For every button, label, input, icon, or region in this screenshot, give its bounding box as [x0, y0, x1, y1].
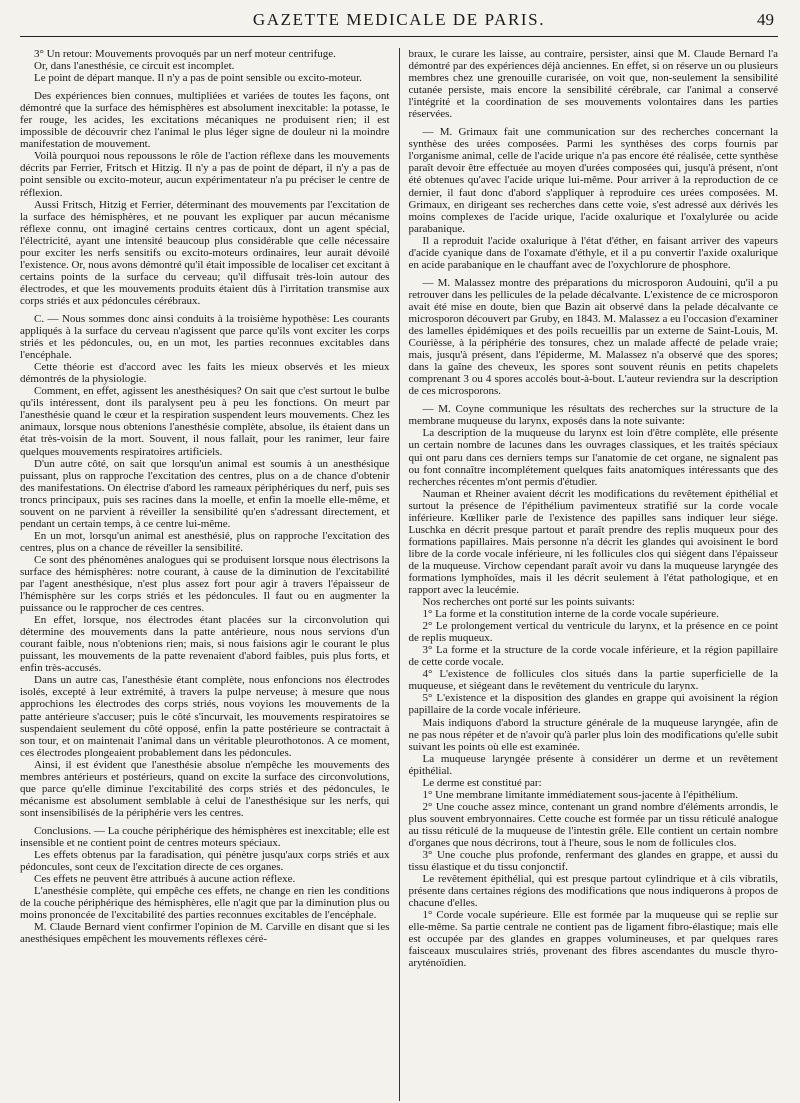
- paragraph: En un mot, lorsqu'un animal est anesthésié, plus on rapproche l'excitation des centres, plus on a chance de réveiller la sensibilité.: [20, 529, 390, 554]
- paragraph: — M. Grimaux fait une communication sur des recherches concernant la synthèse des urées composées. Parmi les synthèses des corps fournis par l'organisme animal, celle de l'acide urique n'a pas encore été réalisée, cette synthèse paraît devoir être effectuée au moyen d'urées composées qui, jusqu'à présent, n'ont été obtenues qu'avec l'acide urique lui-même. Pour arriver à la reproduction de ce dernier, il faut donc d'abord s'appliquer à reproduire ces urées composées. M. Grimaux, en dirigeant ses recherches dans cette voie, s'est adressé aux dérivés les moins complexes de l'acide urique, l'acide oxalurique et l'oxalylurée ou acide parabanique.: [408, 126, 778, 235]
- paragraph: 3° Un retour: Mouvements provoqués par un nerf moteur centrifuge.: [34, 48, 336, 60]
- paragraph: L'anesthésie complète, qui empêche ces effets, ne change en rien les conditions de la couche périphérique des hémisphères, elle n'agit que par la diminution plus ou moins prononcée de l'excitabilité des parties reconnues excitables de l'encéphale.: [20, 885, 390, 922]
- paragraph: C. — Nous sommes donc ainsi conduits à la troisième hypothèse: Les courants appliqués à la surface du cerveau n'agissent que parce qu'ils vont exciter les corps striés et les pédoncules, ou, en un mot, les parties reconnues excitables dans l'encéphale.: [20, 312, 390, 362]
- paragraph: 1° Une membrane limitante immédiatement sous-jacente à l'épithélium.: [422, 788, 739, 801]
- paragraph: Nauman et Rheiner avaient décrit les modifications du revêtement épithélial et surtout la présence de l'épithélium pavimenteux stratifié sur la corde vocale inférieure. Kœlliker parle de l'existence des papilles sans indiquer leur siége. Luschka en décrit presque partout et paraît prendre des replis muqueux pour des formations papillaires. Mais personne n'a décrit les glandes qui avoisinent le bord libre de la corde vocale inférieure, ni les follicules clos qui siégent dans l'épaisseur de la muqueuse. Virchow cependant paraît avoir vu dans la muqueuse laryngée des formations lymphoïdes, mais il les décrit seulement à l'état pathologique, et en rapport avec la leucémie.: [408, 487, 778, 597]
- paragraph: Le point de départ manque. Il n'y a pas de point sensible ou excito-moteur.: [34, 72, 362, 85]
- left-column: [20, 48, 399, 1101]
- paragraph: Comment, en effet, agissent les anesthésiques? On sait que c'est surtout le bulbe qu'ils intéressent, dont ils paralysent peu à peu les fonctions. On meurt par l'anesthésie quand le cœur et la respiration suspendent leurs mouvements. Chez les animaux, lorsque nous obtenions l'anesthésie complète, absolue, ils étaient dans un état très-voisin de la mort. Souvent, il nous fallait, pour les ranimer, leur faire quelques mouvements respiratoires artificiels.: [20, 385, 390, 458]
- paragraph: Il a reproduit l'acide oxalurique à l'état d'éther, en faisant arriver des vapeurs d'acide cyanique dans de l'oxamate d'éthyle, et il a pu convertir l'axide oxalurique en acide parabanique en le chauffant avec de l'oxychlorure de phosphore.: [408, 234, 778, 271]
- text-columns: [20, 48, 778, 1101]
- page-number: 49: [757, 10, 774, 29]
- page-header: [20, 0, 778, 37]
- right-column: [400, 48, 779, 1101]
- paragraph: 3° Une couche plus profonde, renfermant des glandes en grappe, et aussi du tissu élastique et du tissu conjonctif.: [408, 849, 778, 874]
- paragraph: Aussi Fritsch, Hitzig et Ferrier, déterminant des mouvements par l'excitation de la surface des hémisphères, et ne pouvant les expliquer par aucun mécanisme réflexe connu, ont imaginé certains centres corticaux, dont un agent spécial, l'électricité, ayant une intensité beaucoup plus considérable que celle nécessaire pour exciter les nerfs sensitifs ou excito-moteurs ordinaires, leur aurait dévoilé l'existence. Or, nous avons démontré qu'il était impossible de localiser cet excitant à certains points de la surface du cerveau; qu'il diffusait très-loin autour des électrodes, et que les mouvements produits étaient dûs à l'irritation transmise aux corps striés et aux pédoncules cérébraux.: [20, 198, 390, 307]
- paragraph: Les effets obtenus par la faradisation, qui pénètre jusqu'aux corps striés et aux pédoncules, sont ceux de l'excitation directe de ces organes.: [20, 849, 390, 874]
- paragraph: Ces effets ne peuvent être attribués à aucune action réflexe.: [34, 873, 296, 886]
- paragraph: 2° Une couche assez mince, contenant un grand nombre d'éléments arrondis, le plus souvent embryonnaires. Cette couche est formée par un tissu réticulé analogue au tissu réticulé de la muqueuse de l'intestin grêle. Elle contient un certain nombre d'organes que nous décrirons, tout à l'heure, sous le nom de follicules clos.: [408, 800, 778, 849]
- paragraph: 2° Le prolongement vertical du ventricule du larynx, et la présence en ce point de replis muqueux.: [408, 620, 778, 645]
- paragraph: Dans un autre cas, l'anesthésie étant complète, nous enfoncions nos électrodes isolés, excepté à leur extrémité, à travers la pulpe nerveuse; à mesure que nous approchions les électrodes des corps striés, nous voyions les mouvements de la patte antérieure s'accuser; puis le côté s'incurvait, les mouvements respiratoires se suspendaient seulement du côté opposé, enfin la patte postérieure se contractait à son tour, et on maintenait l'animal dans un véritable pleurothotonos. A ce moment, ces électrodes plongeaient probablement dans les pédoncules.: [20, 674, 390, 759]
- paragraph: 4° L'existence de follicules clos situés dans la partie superficielle de la muqueuse, et siégeant dans le revêtement du ventricule du larynx.: [408, 668, 778, 693]
- paragraph: braux, le curare les laisse, au contraire, persister, ainsi que M. Claude Bernard l'a démontré par des expériences déjà anciennes. En effet, si on réserve un ou plusieurs membres chez une grenouille curarisée, on voit que, non-seulement la sensibilité cutanée persiste, mais encore la sensibilité cérébrale, car l'animal a conservé l'intégrité et la coordination de ses mouvements volontaires dans les parties réservées.: [408, 48, 778, 121]
- paragraph: Ce sont des phénomènes analogues qui se produisent lorsque nous électrisons la surface des hémisphères: notre courant, à cause de la diminution de l'excitabilité par l'agent anesthésique, n'est plus assez fort pour agir à travers l'épaisseur de l'hémisphère sur les corps striés et les pédoncules. Il faut ou en augmenter la puissance ou le rapprocher de ces centres.: [20, 553, 390, 615]
- paragraph: La description de la muqueuse du larynx est loin d'être complète, elle présente un certain nombre de lacunes dans les ouvrages classiques, et les traités spéciaux qui ont paru dans ces derniers temps sur l'anatomie de cet organe, ne signalent pas ou font connaître incomplétement quelques faits anatomiques intéressants que des recherches récentes m'ont permis d'étudier.: [408, 427, 778, 488]
- paragraph: En effet, lorsque, nos électrodes étant placées sur la circonvolution qui détermine des mouvements dans la patte antérieure, nous nous servions d'un courant faible, nous n'obtenions rien; mais, si nous faisions agir le courant le plus puissant, les mouvements de la patte revenaient d'abord faibles, puis plus forts, et enfin très-accusés.: [20, 614, 390, 675]
- paragraph: 5° L'existence et la disposition des glandes en grappe qui avoisinent la région papillaire de la corde vocale inférieure.: [408, 692, 778, 717]
- paragraph: 1° La forme et la constitution interne de la corde vocale supérieure.: [422, 608, 719, 621]
- paragraph: Des expériences bien connues, multipliées et variées de toutes les façons, ont démontré que la surface des hémisphères est absolument inexcitable: la potasse, le fer rouge, les acides, les excitations mécaniques ne produisent rien; il est impossible de découvrir chez l'animal le plus léger signe de douleur ni la moindre manifestation de mouvement.: [20, 90, 390, 151]
- paragraph: Le revêtement épithélial, qui est presque partout cylindrique et à cils vibratils, présente dans certaines régions des modifications que nous indiquerons à propos de chacune d'elles.: [408, 873, 778, 910]
- paragraph: Mais indiquons d'abord la structure générale de la muqueuse laryngée, afin de ne pas nous répéter et de n'avoir qu'à parler plus loin des modifications qu'elle subit suivant les points où elle est examinée.: [408, 716, 778, 753]
- paragraph: 3° La forme et la structure de la corde vocale inférieure, et la région papillaire de cette corde vocale.: [408, 644, 778, 669]
- paragraph: Nos recherches ont porté sur les points suivants:: [422, 596, 635, 609]
- paragraph: Voilà pourquoi nous repoussons le rôle de l'action réflexe dans les mouvements décrits par Ferrier, Fritsch et Hitzig. Il n'y a pas de point de départ, il n'y a pas de point sensible ou excito-moteur, aucun expérimentateur n'a pu préciser le centre de réflexion.: [20, 150, 390, 199]
- paragraph: D'un autre côté, on sait que lorsqu'un animal est soumis à un anesthésique puissant, plus on rapproche l'excitation des centres, plus on a de chance d'obtenir des manifestations. On électrise d'abord les rameaux périphériques du nerf, puis ses troncs principaux, puis ses racines dans la moelle, et enfin la moelle elle-même, et souvent on ne parvient à réveiller la sensibilité qu'en s'adressant directement, et pendant un certain temps, à ce centre lui-même.: [20, 457, 390, 530]
- paragraph: Le derme est constitué par:: [422, 776, 542, 789]
- paragraph: Conclusions. — La couche périphérique des hémisphères est inexcitable; elle est insensible et ne contient point de centres moteurs spéciaux.: [20, 824, 390, 849]
- paragraph: M. Claude Bernard vient confirmer l'opinion de M. Carville en disant que si les anesthésiques empêchent les mouvements réflexes céré-: [20, 921, 390, 946]
- journal-title: GAZETTE MEDICALE DE PARIS.: [252, 10, 546, 29]
- paragraph: — M. Coyne communique les résultats des recherches sur la structure de la membrane muqueuse du larynx, exposés dans la note suivante:: [408, 403, 778, 428]
- paragraph: Cette théorie est d'accord avec les faits les mieux observés et les mieux démontrés de la physiologie.: [20, 361, 390, 386]
- paragraph: — M. Malassez montre des préparations du microsporon Audouini, qu'il a pu retrouver dans les pellicules de la pelade décalvante. L'existence de ce microsporon avait été mise en doute, bien que Bazin ait observé dans la pelade décalvante ce microsporon découvert par Gruby, en 1843. M. Malassez a eu l'occasion d'examiner des lamelles épidémiques et des poils recueillis par un externe de Saint-Louis, M. Courièsse, à la périphérie des tonsures, chez un malade affecté de pelade vraie; mais, jusqu'à présent, dans l'épiderme, M. Malassez n'a observé que des spores; dans la gaîne des cheveux, les spores sont souvent réunis en petits chapelets comprenant 3 ou 4 spores accolés bout-à-bout. L'auteur reviendra sur la description de ces microsporons.: [408, 276, 778, 398]
- paragraph: La muqueuse laryngée présente à considérer un derme et un revêtement épithélial.: [408, 752, 778, 777]
- paragraph: Ainsi, il est évident que l'anesthésie absolue n'empêche les mouvements des membres antérieurs et postérieurs, quand on excite la surface des circonvolutions, que parce qu'elle diminue l'excitabilité des corps striés et des pédoncules, le mécanisme est absolument semblable à celui de l'anesthésique sur les nerfs, qui sont insensibilisés de la périphérie vers les centres.: [20, 758, 390, 819]
- paragraph: 1° Corde vocale supérieure. Elle est formée par la muqueuse qui se replie sur elle-même. Sa partie centrale ne contient pas de ligament fibro-élastique; mais elle est occupée par des glandes en grappes volumineuses, et par quelques rares faisceaux musculaires striés, provenant des fibres ascendantes du muscle thyro-aryténoïdien.: [408, 909, 778, 970]
- paragraph: Or, dans l'anesthésie, ce circuit est incomplet.: [34, 60, 235, 73]
